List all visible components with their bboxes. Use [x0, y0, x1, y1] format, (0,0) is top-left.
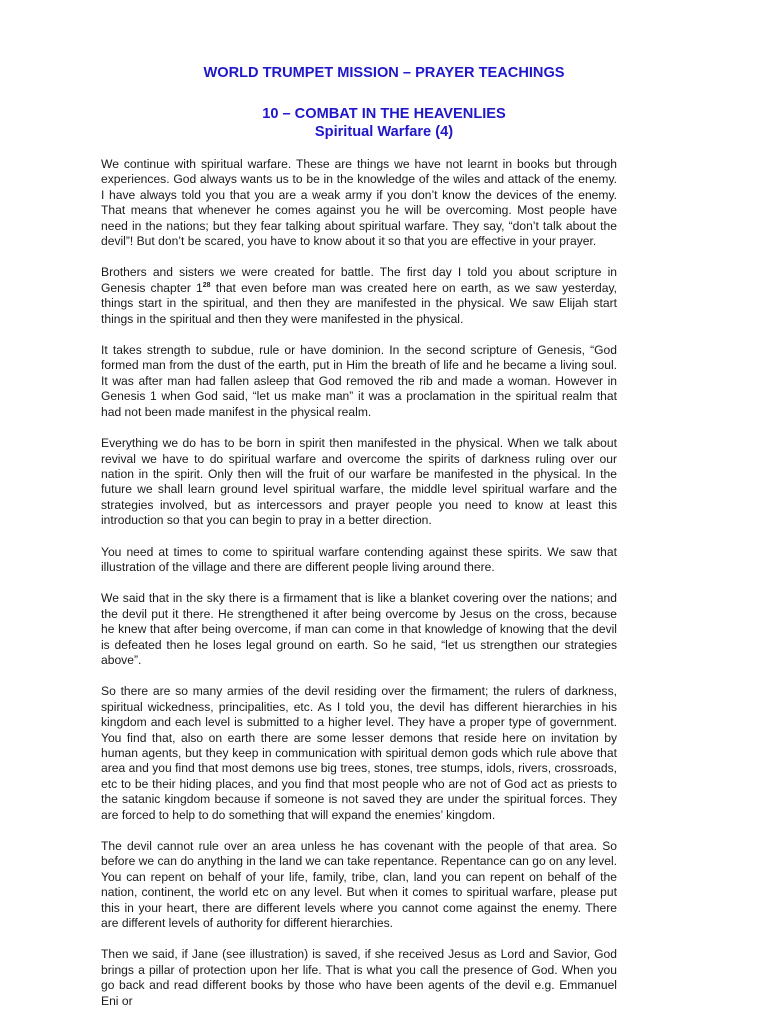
mission-title: WORLD TRUMPET MISSION – PRAYER TEACHINGS	[203, 65, 565, 81]
paragraph-7: So there are so many armies of the devil residing over the firmament; the rulers of darkness, spiritual wickedness, principalities, etc. As I told you, the devil has different hierarchies in his kingdom and each level is submitted to a higher level. They have a proper type of government. You find that, also on earth there are some lesser demons that reside here on invitation by human agents, but they keep in communication with spiritual demon gods which rule above that area and you find that most demons use big trees, stones, tree stumps, idols, rivers, crossroads, etc to be their hiding places, and you find that most people who are not of God act as priests to the satanic kingdom because if someone is not saved they are under the spiritual forces. They are forced to help to do something that will expand the enemies’ kingdom.	[101, 684, 617, 822]
chapter-subtitle: Spiritual Warfare (4)	[314, 124, 454, 140]
document-body	[101, 157, 617, 1025]
paragraph-3: It takes strength to subdue, rule or have dominion. In the second scripture of Genesis, “God formed man from the dust of the earth, put in Him the breath of life and he became a living soul. It was after man had fallen asleep that God removed the rib and made a woman. However in Genesis 1 when God said, “let us make man” it was a proclamation in the spiritual realm that had not been made manifest in the physical realm.	[101, 343, 617, 419]
paragraph-2-text-start: Brothers and sisters we were created for battle. The first day I told you about scripture in Genesis chapter 1	[101, 265, 617, 295]
paragraph-6: We said that in the sky there is a firmament that is like a blanket covering over the nations; and the devil put it there. He strengthened it after being overcome by Jesus on the cross, because he knew that after being overcome, if man can come in that knowledge of knowing that the devil is defeated then he loses legal ground on earth. So he said, “let us strengthen our strategies above”.	[101, 591, 617, 667]
paragraph-2-text-end: that even before man was created here on earth, as we saw yesterday, things start in the spiritual, and then they are manifested in the physical. We saw Elijah start things in the spiritual and then they were manifested in the physical.	[101, 280, 617, 326]
paragraph-5: You need at times to come to spiritual warfare contending against these spirits. We saw that illustration of the village and there are different people living around there.	[101, 544, 617, 574]
paragraph-1: We continue with spiritual warfare. These are things we have not learnt in books but through experiences. God always wants us to be in the knowledge of the wiles and attack of the enemy. I have always told you that you are a weak army if you don’t know the devices of the enemy. That means that whenever he comes against you he will be overcoming. Most people have need in the nations; but they fear talking about spiritual warfare. They say, “don’t talk about the devil”! But don’t be scared, you have to know about it so that you are effective in your prayer.	[101, 157, 617, 249]
chapter-title: 10 – COMBAT IN THE HEAVENLIES	[262, 106, 506, 122]
paragraph-8: The devil cannot rule over an area unless he has covenant with the people of that area. So before we can do anything in the land we can take repentance. Repentance can go on any level. You can repent on behalf of your life, family, tribe, clan, land you can repent on behalf of the nation, continent, the world etc on any level. But when it comes to spiritual warfare, please put this in your heart, there are different levels where you cannot come against the enemy. There are different levels of authority for different hierarchies.	[101, 839, 617, 931]
paragraph-9: Then we said, if Jane (see illustration) is saved, if she received Jesus as Lord and Savior, God brings a pillar of protection upon her life. That is what you call the presence of God. When you go back and read different books by those who have been agents of the devil e.g. Emmanuel Eni or	[101, 947, 617, 1008]
paragraph-4: Everything we do has to be born in spirit then manifested in the physical. When we talk about revival we have to do spiritual warfare and overcome the spirits of darkness ruling over our nation in the spirit. Only then will the fruit of our warfare be manifested in the physical. In the future we shall learn ground level spiritual warfare, the middle level spiritual warfare and the strategies involved, but as intercessors and prayer people you need to know at least this introduction so that you can begin to pray in a better direction.	[101, 436, 617, 528]
verse-reference-superscript: 28	[202, 281, 211, 289]
paragraph-2	[101, 265, 617, 327]
